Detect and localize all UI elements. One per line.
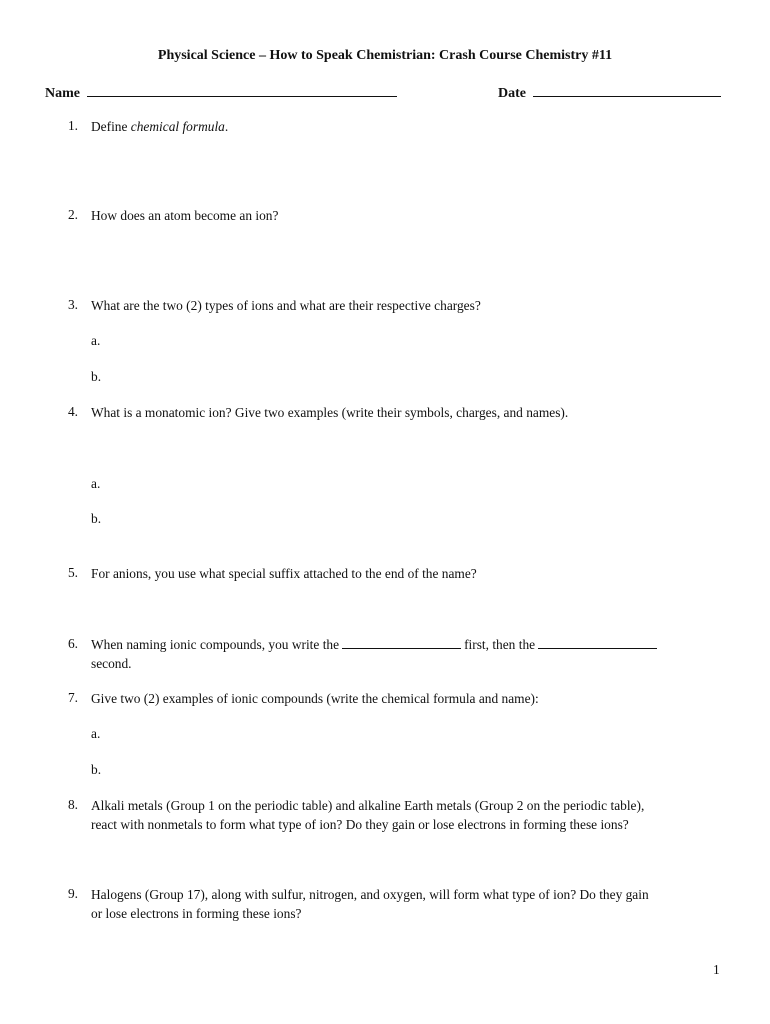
question-6-number: 6. — [67, 636, 78, 651]
question-8-line-2: react with nonmetals to form what type of ion? Do they gain or lose electrons in forming these ions? — [91, 817, 629, 832]
question-1-prefix: Define — [91, 119, 131, 134]
question-2-text: How does an atom become an ion? — [91, 208, 279, 223]
question-6-text — [91, 635, 660, 654]
question-2-number: 2. — [67, 207, 78, 222]
question-6-line-2: second. — [91, 656, 132, 671]
date-blank-line[interactable] — [533, 83, 721, 97]
question-8-number: 8. — [67, 797, 78, 812]
question-4-number: 4. — [67, 404, 78, 419]
date-field[interactable] — [498, 83, 721, 102]
question-7-sub-b: b. — [91, 762, 102, 777]
question-1-text — [91, 117, 228, 136]
page-number: 1 — [713, 962, 720, 977]
question-3-sub-a: a. — [91, 333, 101, 348]
question-9-line-1: Halogens (Group 17), along with sulfur, nitrogen, and oxygen, will form what type of ion? Do they gain — [91, 887, 649, 902]
question-8-line-1: Alkali metals (Group 1 on the periodic table) and alkaline Earth metals (Group 2 on the periodic table), — [91, 798, 645, 813]
question-1-suffix: . — [224, 119, 229, 134]
question-1-number: 1. — [67, 118, 78, 133]
question-7-number: 7. — [67, 690, 78, 705]
question-3-sub-b: b. — [91, 369, 102, 384]
question-7-text: Give two (2) examples of ionic compounds (write the chemical formula and name): — [91, 691, 539, 706]
date-label: Date — [498, 86, 526, 101]
question-9-line-2: or lose electrons in forming these ions? — [91, 906, 302, 921]
name-blank-line[interactable] — [87, 83, 397, 97]
question-3-number: 3. — [67, 297, 78, 312]
question-6-part2: first, then the — [464, 637, 536, 652]
question-6-blank-2[interactable] — [538, 637, 657, 649]
question-6-blank-1[interactable] — [342, 637, 461, 649]
name-field[interactable] — [45, 83, 397, 102]
name-label: Name — [45, 86, 80, 101]
question-5-text: For anions, you use what special suffix attached to the end of the name? — [91, 566, 477, 581]
question-4-text: What is a monatomic ion? Give two examples (write their symbols, charges, and names). — [91, 405, 569, 420]
question-9-number: 9. — [67, 886, 78, 901]
question-7-sub-a: a. — [91, 726, 101, 741]
question-5-number: 5. — [67, 565, 78, 580]
page-title: Physical Science – How to Speak Chemistrian: Crash Course Chemistry #11 — [157, 48, 613, 63]
question-4-sub-b: b. — [91, 511, 102, 526]
question-1-term: chemical formula — [130, 119, 225, 134]
question-3-text: What are the two (2) types of ions and what are their respective charges? — [91, 298, 481, 313]
question-6-part1: When naming ionic compounds, you write the — [91, 637, 340, 652]
question-4-sub-a: a. — [91, 476, 101, 491]
